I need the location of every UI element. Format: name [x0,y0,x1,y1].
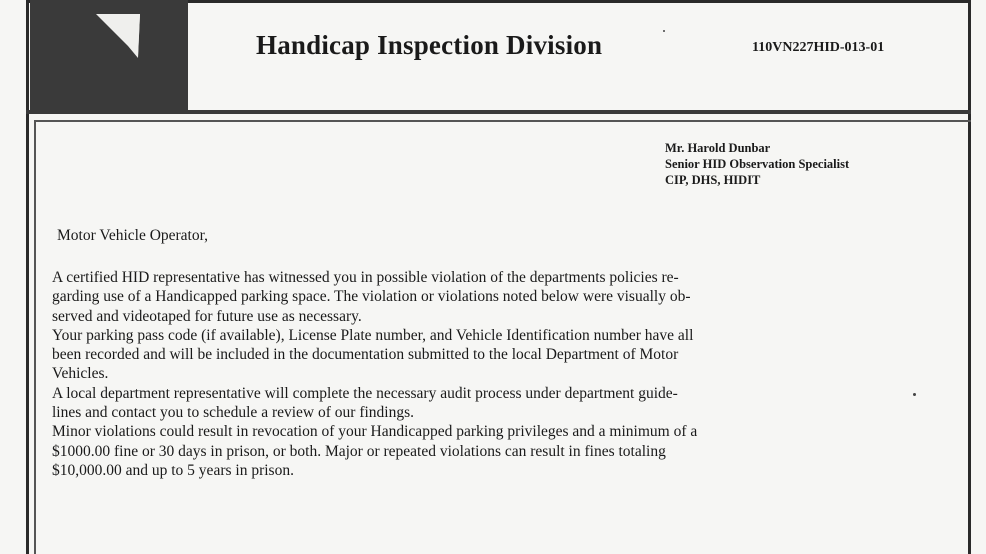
body-line: been recorded and will be included in the documentation submitted to the local Department of Motor [52,346,679,364]
body-line: Your parking pass code (if available), License Plate number, and Vehicle Identification number have all [52,326,694,344]
body-line: $1000.00 fine or 30 days in prison, or both. Major or repeated violations can result in fines totaling [52,442,666,460]
scan-speck [913,393,916,396]
sender-position: Senior HID Observation Specialist [665,157,850,171]
sender-name: Mr. Harold Dunbar [665,141,771,155]
body-top-rule [34,120,971,122]
sender-block [665,140,849,188]
body-line: Vehicles. [52,365,109,383]
division-logo [30,0,188,110]
body-left-rule [34,120,36,554]
body-line: served and videotaped for future use as necessary. [52,307,362,325]
logo-triangle-icon [30,0,188,110]
salutation: Motor Vehicle Operator, [57,227,209,244]
body-line: garding use of a Handicapped parking space. The violation or violations noted below were visually ob- [52,288,691,306]
body-line: A certified HID representative has witnessed you in possible violation of the departments policies re- [52,269,679,286]
division-title: Handicap Inspection Division [256,30,603,60]
body-line: Minor violations could result in revocation of your Handicapped parking privileges and a minimum of a [52,423,698,441]
left-border [26,0,29,554]
letter-body [52,268,942,480]
right-border [968,0,971,554]
body-line: A local department representative will complete the necessary audit process under department guide- [52,384,678,402]
scan-speck [663,30,665,32]
body-line: lines and contact you to schedule a review of our findings. [52,404,414,422]
document-id: 110VN227HID-013-01 [752,40,885,55]
header-bottom-rule [26,110,971,114]
body-line: $10,000.00 and up to 5 years in prison. [52,461,294,479]
sender-affiliation: CIP, DHS, HIDIT [665,173,761,187]
